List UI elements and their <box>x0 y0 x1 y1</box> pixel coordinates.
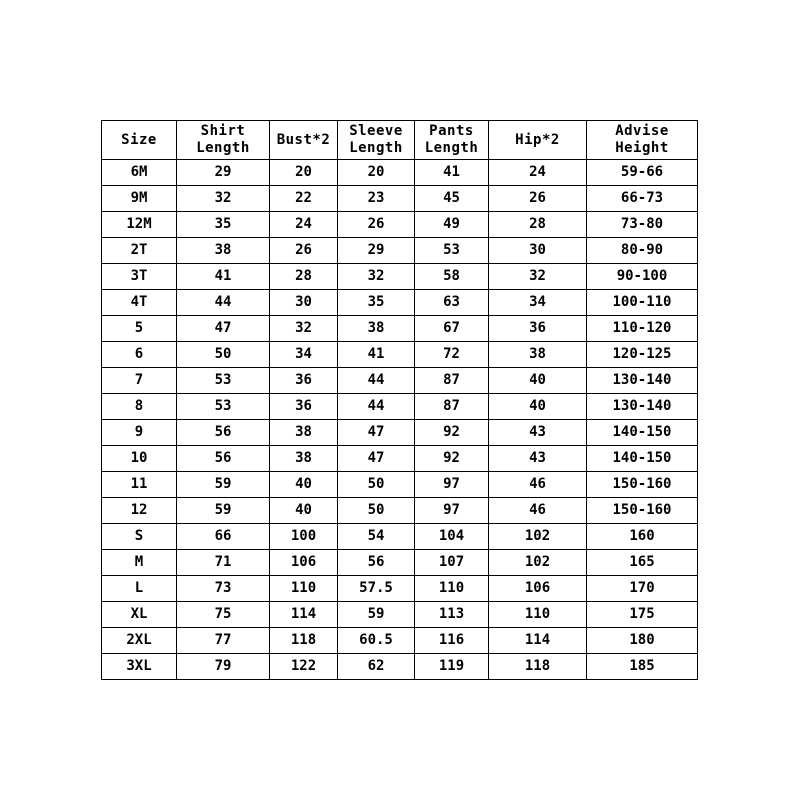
measurement-cell: 20 <box>338 160 415 186</box>
column-header-size <box>102 121 177 160</box>
measurement-cell: 72 <box>415 342 489 368</box>
size-label-cell: 2XL <box>102 628 177 654</box>
size-label-cell: 2T <box>102 238 177 264</box>
measurement-cell: 119 <box>415 654 489 680</box>
table-row <box>102 654 698 680</box>
table-row <box>102 290 698 316</box>
column-header-text: Length <box>424 140 479 156</box>
measurement-cell: 80-90 <box>587 238 698 264</box>
measurement-cell: 170 <box>587 576 698 602</box>
column-header-text: Shirt <box>200 123 246 139</box>
column-header-pants-length <box>415 121 489 160</box>
size-label-cell: 6M <box>102 160 177 186</box>
table-row <box>102 160 698 186</box>
column-header-text: Length <box>349 140 403 156</box>
size-label-cell: 3T <box>102 264 177 290</box>
size-label-cell: 12 <box>102 498 177 524</box>
measurement-cell: 114 <box>489 628 587 654</box>
size-label-cell: 11 <box>102 472 177 498</box>
measurement-cell: 59 <box>177 498 270 524</box>
measurement-cell: 100 <box>270 524 338 550</box>
size-label-cell: 8 <box>102 394 177 420</box>
size-label-cell: S <box>102 524 177 550</box>
measurement-cell: 32 <box>489 264 587 290</box>
measurement-cell: 59 <box>177 472 270 498</box>
table-row <box>102 186 698 212</box>
measurement-cell: 75 <box>177 602 270 628</box>
measurement-cell: 35 <box>177 212 270 238</box>
measurement-cell: 90-100 <box>587 264 698 290</box>
measurement-cell: 71 <box>177 550 270 576</box>
measurement-cell: 28 <box>270 264 338 290</box>
measurement-cell: 45 <box>415 186 489 212</box>
table-row <box>102 212 698 238</box>
measurement-cell: 38 <box>338 316 415 342</box>
measurement-cell: 130-140 <box>587 368 698 394</box>
column-header-text: Bust*2 <box>276 131 331 148</box>
measurement-cell: 46 <box>489 472 587 498</box>
measurement-cell: 120-125 <box>587 342 698 368</box>
table-body <box>102 160 698 680</box>
table-row <box>102 238 698 264</box>
table-row <box>102 524 698 550</box>
table-row <box>102 550 698 576</box>
measurement-cell: 79 <box>177 654 270 680</box>
table-row <box>102 628 698 654</box>
measurement-cell: 36 <box>489 316 587 342</box>
table-row <box>102 420 698 446</box>
measurement-cell: 106 <box>270 550 338 576</box>
measurement-cell: 54 <box>338 524 415 550</box>
measurement-cell: 66 <box>177 524 270 550</box>
measurement-cell: 87 <box>415 368 489 394</box>
size-label-cell: L <box>102 576 177 602</box>
measurement-cell: 73-80 <box>587 212 698 238</box>
table-row <box>102 394 698 420</box>
size-chart-table <box>101 120 698 680</box>
measurement-cell: 26 <box>338 212 415 238</box>
measurement-cell: 38 <box>489 342 587 368</box>
measurement-cell: 107 <box>415 550 489 576</box>
table-row <box>102 264 698 290</box>
measurement-cell: 114 <box>270 602 338 628</box>
measurement-cell: 30 <box>270 290 338 316</box>
measurement-cell: 38 <box>270 446 338 472</box>
measurement-cell: 40 <box>270 472 338 498</box>
measurement-cell: 58 <box>415 264 489 290</box>
measurement-cell: 32 <box>338 264 415 290</box>
column-header-shirt-length <box>177 121 270 160</box>
measurement-cell: 175 <box>587 602 698 628</box>
measurement-cell: 118 <box>270 628 338 654</box>
measurement-cell: 32 <box>270 316 338 342</box>
measurement-cell: 150-160 <box>587 472 698 498</box>
measurement-cell: 110 <box>489 602 587 628</box>
measurement-cell: 116 <box>415 628 489 654</box>
size-label-cell: M <box>102 550 177 576</box>
table-row <box>102 498 698 524</box>
measurement-cell: 47 <box>338 420 415 446</box>
measurement-cell: 44 <box>177 290 270 316</box>
measurement-cell: 180 <box>587 628 698 654</box>
measurement-cell: 40 <box>489 368 587 394</box>
measurement-cell: 50 <box>338 498 415 524</box>
measurement-cell: 118 <box>489 654 587 680</box>
measurement-cell: 122 <box>270 654 338 680</box>
measurement-cell: 23 <box>338 186 415 212</box>
measurement-cell: 53 <box>177 394 270 420</box>
measurement-cell: 130-140 <box>587 394 698 420</box>
measurement-cell: 50 <box>338 472 415 498</box>
measurement-cell: 35 <box>338 290 415 316</box>
measurement-cell: 28 <box>489 212 587 238</box>
measurement-cell: 50 <box>177 342 270 368</box>
measurement-cell: 59-66 <box>587 160 698 186</box>
measurement-cell: 53 <box>177 368 270 394</box>
measurement-cell: 165 <box>587 550 698 576</box>
measurement-cell: 43 <box>489 446 587 472</box>
measurement-cell: 26 <box>489 186 587 212</box>
measurement-cell: 56 <box>177 446 270 472</box>
measurement-cell: 49 <box>415 212 489 238</box>
measurement-cell: 24 <box>489 160 587 186</box>
measurement-cell: 40 <box>489 394 587 420</box>
measurement-cell: 160 <box>587 524 698 550</box>
measurement-cell: 47 <box>177 316 270 342</box>
column-header-text: Advise <box>615 123 669 139</box>
measurement-cell: 106 <box>489 576 587 602</box>
measurement-cell: 110 <box>270 576 338 602</box>
column-header-text: Pants <box>429 123 474 139</box>
column-header-text: Size <box>121 131 157 148</box>
measurement-cell: 38 <box>177 238 270 264</box>
measurement-cell: 36 <box>270 368 338 394</box>
size-label-cell: 10 <box>102 446 177 472</box>
measurement-cell: 43 <box>489 420 587 446</box>
measurement-cell: 59 <box>338 602 415 628</box>
measurement-cell: 62 <box>338 654 415 680</box>
measurement-cell: 34 <box>489 290 587 316</box>
measurement-cell: 41 <box>177 264 270 290</box>
measurement-cell: 44 <box>338 368 415 394</box>
measurement-cell: 113 <box>415 602 489 628</box>
measurement-cell: 63 <box>415 290 489 316</box>
measurement-cell: 92 <box>415 446 489 472</box>
size-label-cell: 7 <box>102 368 177 394</box>
measurement-cell: 47 <box>338 446 415 472</box>
measurement-cell: 87 <box>415 394 489 420</box>
measurement-cell: 53 <box>415 238 489 264</box>
measurement-cell: 150-160 <box>587 498 698 524</box>
measurement-cell: 110-120 <box>587 316 698 342</box>
size-label-cell: 9M <box>102 186 177 212</box>
measurement-cell: 185 <box>587 654 698 680</box>
measurement-cell: 60.5 <box>338 628 415 654</box>
table-row <box>102 368 698 394</box>
measurement-cell: 29 <box>338 238 415 264</box>
measurement-cell: 44 <box>338 394 415 420</box>
column-header-advise-height <box>587 121 698 160</box>
measurement-cell: 73 <box>177 576 270 602</box>
measurement-cell: 140-150 <box>587 420 698 446</box>
size-label-cell: 3XL <box>102 654 177 680</box>
size-label-cell: XL <box>102 602 177 628</box>
column-header-text: Length <box>196 140 250 156</box>
measurement-cell: 140-150 <box>587 446 698 472</box>
size-label-cell: 12M <box>102 212 177 238</box>
measurement-cell: 22 <box>270 186 338 212</box>
measurement-cell: 29 <box>177 160 270 186</box>
column-header-sleeve-length <box>338 121 415 160</box>
table-row <box>102 472 698 498</box>
measurement-cell: 97 <box>415 498 489 524</box>
measurement-cell: 40 <box>270 498 338 524</box>
measurement-cell: 110 <box>415 576 489 602</box>
measurement-cell: 56 <box>338 550 415 576</box>
table-header <box>102 121 698 160</box>
measurement-cell: 20 <box>270 160 338 186</box>
measurement-cell: 57.5 <box>338 576 415 602</box>
measurement-cell: 104 <box>415 524 489 550</box>
measurement-cell: 77 <box>177 628 270 654</box>
size-label-cell: 5 <box>102 316 177 342</box>
measurement-cell: 67 <box>415 316 489 342</box>
measurement-cell: 102 <box>489 550 587 576</box>
measurement-cell: 56 <box>177 420 270 446</box>
measurement-cell: 34 <box>270 342 338 368</box>
measurement-cell: 66-73 <box>587 186 698 212</box>
column-header-text: Sleeve <box>349 123 403 139</box>
size-label-cell: 4T <box>102 290 177 316</box>
measurement-cell: 92 <box>415 420 489 446</box>
measurement-cell: 24 <box>270 212 338 238</box>
table-row <box>102 446 698 472</box>
measurement-cell: 41 <box>338 342 415 368</box>
measurement-cell: 38 <box>270 420 338 446</box>
measurement-cell: 30 <box>489 238 587 264</box>
size-label-cell: 9 <box>102 420 177 446</box>
measurement-cell: 36 <box>270 394 338 420</box>
header-row <box>102 121 698 160</box>
measurement-cell: 97 <box>415 472 489 498</box>
measurement-cell: 102 <box>489 524 587 550</box>
column-header-text: Hip*2 <box>515 131 560 148</box>
column-header-hip <box>489 121 587 160</box>
table-row <box>102 316 698 342</box>
table-row <box>102 342 698 368</box>
measurement-cell: 46 <box>489 498 587 524</box>
measurement-cell: 100-110 <box>587 290 698 316</box>
measurement-cell: 41 <box>415 160 489 186</box>
column-header-bust <box>270 121 338 160</box>
size-label-cell: 6 <box>102 342 177 368</box>
table-row <box>102 602 698 628</box>
measurement-cell: 32 <box>177 186 270 212</box>
column-header-text: Height <box>615 140 669 156</box>
table-row <box>102 576 698 602</box>
measurement-cell: 26 <box>270 238 338 264</box>
